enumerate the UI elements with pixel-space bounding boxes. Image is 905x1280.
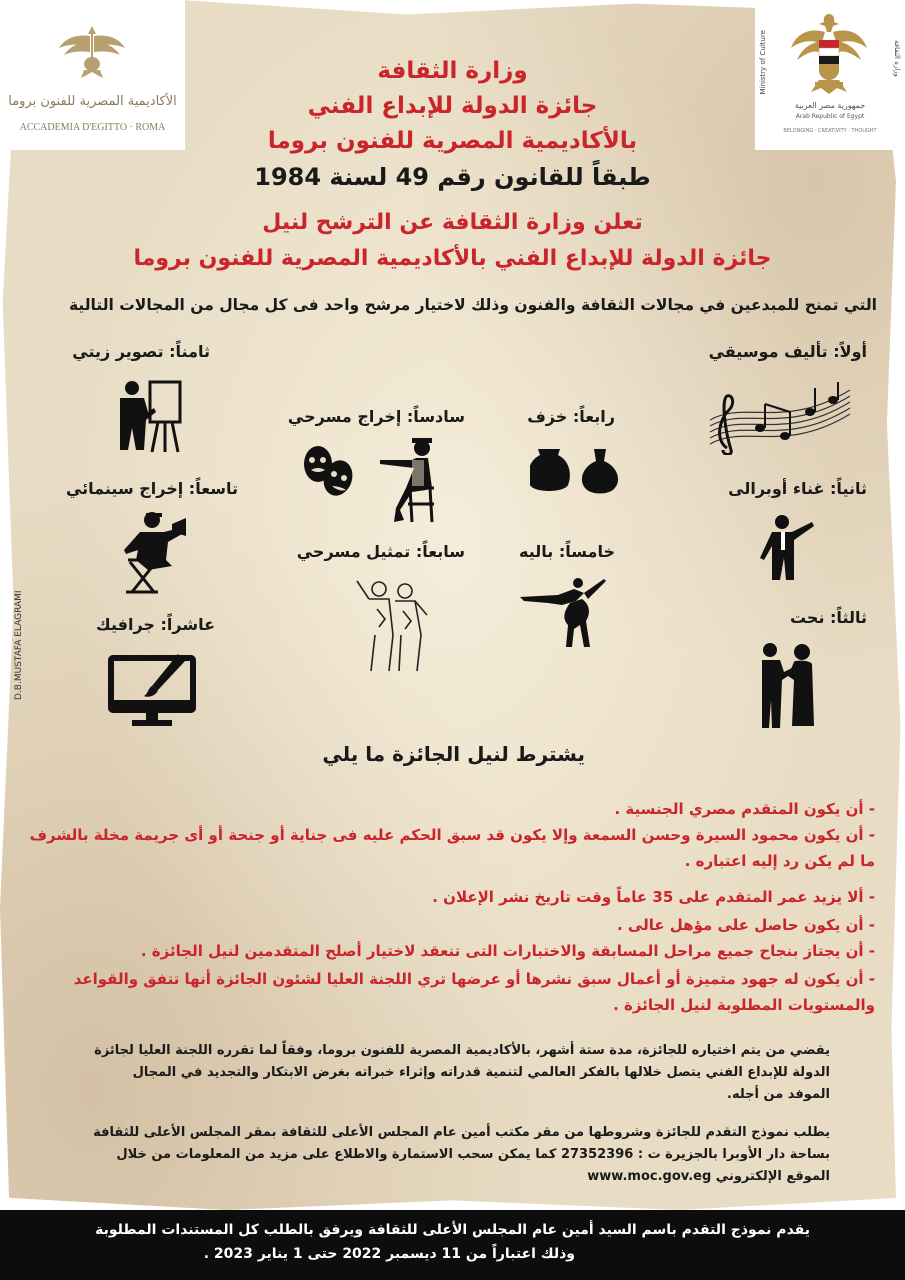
condition-item: - أن يكون المتقدم مصري الجنسية .	[614, 800, 875, 818]
designer-credit: D.B.MUSTAFA ELAGRAMI	[14, 590, 24, 700]
duration-paragraph: يقضي من يتم اختياره للجائزة، مدة ستة أشهر، بالأكاديمية المصرية للفنون بروما، وفقاً لما تقرره اللجنة العليا لجائزة الدولة للإبداع الفني يتصل خلالها بالفكر العالمي لتنمية قدراته وإثراء خبراته بغرض الابتكار والتجديد في المجال الموفد من أجله.	[94, 1043, 830, 1102]
eagle-emblem-icon	[789, 10, 869, 100]
condition-item: - أن يكون محمود السيرة وحسن السمعة وإلا يكون قد سبق الحكم عليه فى جناية أو جنحة أو أى جريمة مخلة بالشرف ما لم يكن رد إليه اعتباره .	[29, 826, 875, 870]
award-title: جائزة الدولة للإبداع الفني	[307, 93, 598, 119]
monitor-brush-icon	[108, 652, 198, 736]
field-label-graphic: عاشراً: جرافيك	[96, 615, 215, 634]
footer-line-1: يقدم نموذج التقدم باسم السيد أمين عام المجلس الأعلى للثقافة ويرفق بالطلب كل المستندات المطلوبة	[95, 1222, 810, 1238]
academy-logo-latin: ACCADEMIA D'EGITTO · ROMA	[19, 122, 166, 133]
application-paragraph: يطلب نموذج التقدم للجائزة وشروطها من مقر مكتب أمين عام المجلس الأعلى للثقافة بمقر المجلس الأعلى للثقافة بساحة دار الأوبرا بالجزيرة ت : 27352396 كما يمكن سحب الاستمارة والاطلاع على مزيد من المعلومات من خلال الموقع الإلكتروني www.moc.gov.eg	[93, 1125, 830, 1184]
ministry-under-latin: Arab Republic of Egypt	[795, 113, 865, 120]
field-label-opera: ثانياً: غناء أوبرالى	[728, 479, 867, 498]
field-label-acting: سابعاً: تمثيل مسرحي	[296, 542, 465, 561]
conditions-title: يشترط لنيل الجائزة ما يلي	[322, 742, 585, 766]
actors-icon	[355, 575, 430, 679]
field-label-theater-directing: سادساً: إخراج مسرحي	[287, 407, 465, 426]
ministry-title: وزارة الثقافة	[377, 58, 528, 84]
ministry-motto: BELONGING · CREATIVITY · THOUGHT	[783, 128, 877, 134]
condition-item: - ألا يزيد عمر المتقدم على 35 عاماً وقت تاريخ نشر الإعلان .	[432, 888, 875, 906]
intro-text: التي تمنح للمبدعين في مجالات الثقافة والفنون وذلك لاختيار مرشح واحد فى كل مجال من المجالات التالية	[69, 296, 877, 314]
ceramic-vases-icon	[530, 445, 625, 499]
music-notes-icon	[705, 380, 855, 459]
law-reference: طبقاً للقانون رقم 49 لسنة 1984	[254, 163, 651, 191]
field-label-oil-painting: ثامناً: تصوير زيتي	[72, 342, 210, 361]
condition-item: - أن يجتاز بنجاح جميع مراحل المسابقة والاختبارات التى تنعقد لاختيار أصلح المتقدمين لنيل الجائزة .	[140, 942, 875, 960]
theater-director-icon	[300, 430, 450, 529]
academy-logo-arabic: الأكاديمية المصرية للفنون بروما	[8, 94, 177, 109]
ministry-side-arabic: وزارة الثقافة	[893, 40, 901, 77]
ministry-under-arabic: جمهورية مصر العربية	[794, 101, 866, 110]
condition-item: - أن يكون له جهود متميزة أو أعمال سبق نشرها أو عرضها تري اللجنة العليا لشئون الجائزة أنها تتفق والقواعد والمستويات المطلوبة لنيل الجائزة .	[73, 970, 875, 1014]
field-label-ceramics: رابعاً: خزف	[527, 407, 615, 426]
ministry-side-latin: Ministry of Culture	[759, 30, 767, 95]
field-label-sculpture: ثالثاً: نحت	[789, 608, 867, 627]
ballet-dancers-icon	[518, 575, 608, 654]
opera-singer-icon	[752, 512, 817, 586]
film-director-icon	[118, 510, 188, 599]
field-label-music: أولاً: تأليف موسيقي	[708, 342, 867, 361]
footer-line-2: وذلك اعتباراً من 11 ديسمبر 2022 حتى 1 يناير 2023 .	[203, 1246, 575, 1262]
announcement-line: تعلن وزارة الثقافة عن الترشح لنيل	[262, 210, 643, 235]
field-label-cinema-directing: تاسعاً: إخراج سينمائي	[65, 479, 238, 498]
painter-easel-icon	[118, 378, 183, 457]
academy-title: بالأكاديمية المصرية للفنون بروما	[267, 128, 638, 154]
announcement-award: جائزة الدولة للإبداع الفني بالأكاديمية المصرية للفنون بروما	[133, 246, 772, 271]
sculptor-icon	[758, 640, 833, 734]
footer-banner	[0, 1210, 905, 1280]
field-label-ballet: خامساً: باليه	[519, 542, 615, 561]
condition-item: - أن يكون حاصل على مؤهل عالى .	[616, 916, 875, 934]
